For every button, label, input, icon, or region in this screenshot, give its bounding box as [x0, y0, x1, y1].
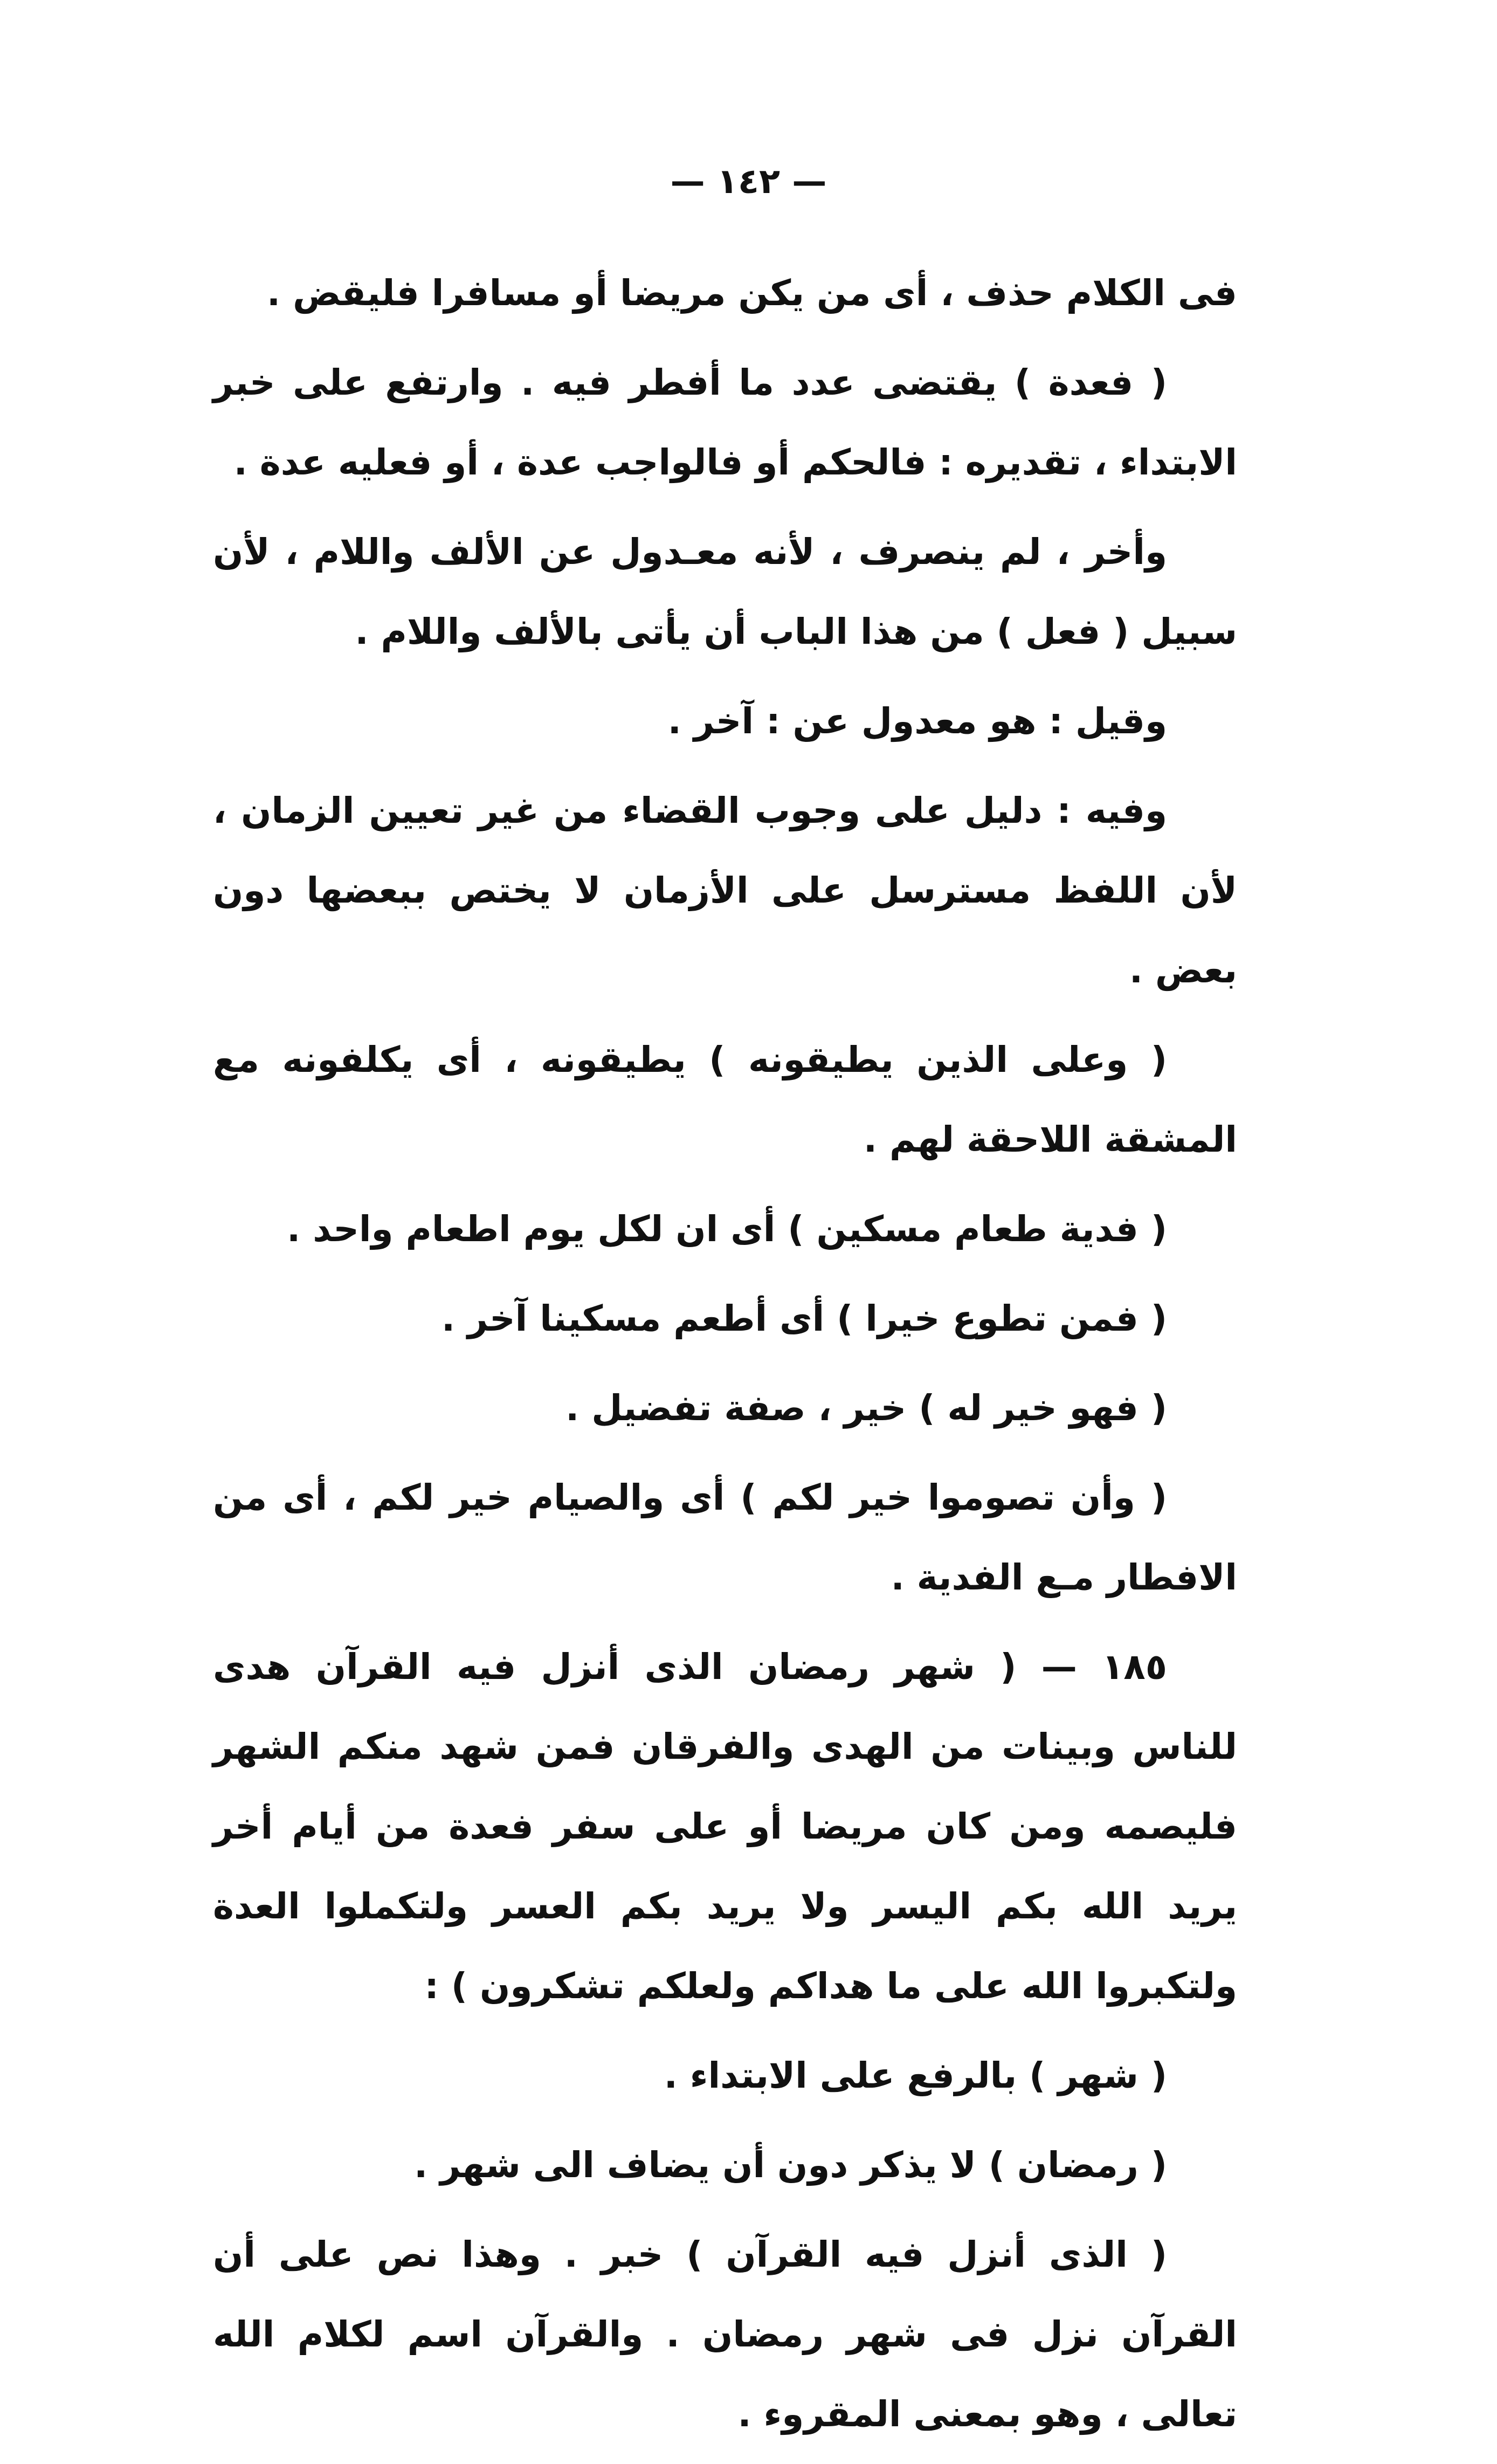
- paragraph: ( فهو خير له ) خير ، صفة تفضيل .: [565, 1387, 1167, 1429]
- page-number: — ١٤٢ —: [670, 162, 827, 202]
- paragraph: وأخر ، لم ينصرف ، لأنه معـدول عن الألف واللام ، لأن سبيل ( فعل ) من هذا الباب أن يأتى بالألف واللام .: [213, 531, 1237, 652]
- paragraph: ( الذى أنزل فيه القرآن ) خبر . وهذا نص على أن القرآن نزل فى شهر رمضان . والقرآن اسم لكلام الله تعالى ، وهو بمعنى المقروء .: [213, 2234, 1237, 2435]
- paragraph: ( فعدة ) يقتضى عدد ما أفطر فيه . وارتفع على خبر الابتداء ، تقديره : فالحكم أو فالواجب عدة ، أو فعليه عدة .: [213, 362, 1237, 483]
- body-text: [213, 253, 1237, 2464]
- paragraph: ( وأن تصوموا خير لكم ) أى والصيام خير لكم ، أى من الافطار مـع الفدية .: [213, 1477, 1237, 1598]
- paragraph: ( شهر ) بالرفع على الابتداء .: [664, 2055, 1167, 2096]
- paragraph: ( فمن تطوع خيرا ) أى أطعم مسكينا آخر .: [441, 1298, 1167, 1339]
- verse-paragraph: ١٨٥ — ( شهر رمضان الذى أنزل فيه القرآن هدى للناس وبينات من الهدى والفرقان فمن شهد منكم الشهر فليصمه ومن كان مريضا أو على سفر فعدة من أيام أخر يريد الله بكم اليسر ولا يريد بكم العسر ولتكملوا العدة ولتكبروا الله على ما هداكم ولعلكم تشكرون ) :: [213, 1646, 1237, 2007]
- paragraph: ( رمضان ) لا يذكر دون أن يضاف الى شهر .: [414, 2144, 1167, 2186]
- paragraph: وفيه : دليل على وجوب القضاء من غير تعيين الزمان ، لأن اللفظ مسترسل على الأزمان لا يختص ببعضها دون بعض .: [213, 790, 1237, 991]
- paragraph: وقيل : هو معدول عن : آخر .: [667, 700, 1167, 742]
- paragraph: ( وعلى الذين يطيقونه ) يطيقونه ، أى يكلفونه مع المشقة اللاحقة لهم .: [213, 1039, 1237, 1160]
- paragraph: فى الكلام حذف ، أى من يكن مريضا أو مسافرا فليقض .: [267, 272, 1237, 314]
- paragraph: ( فدية طعام مسكين ) أى ان لكل يوم اطعام واحد .: [287, 1208, 1167, 1250]
